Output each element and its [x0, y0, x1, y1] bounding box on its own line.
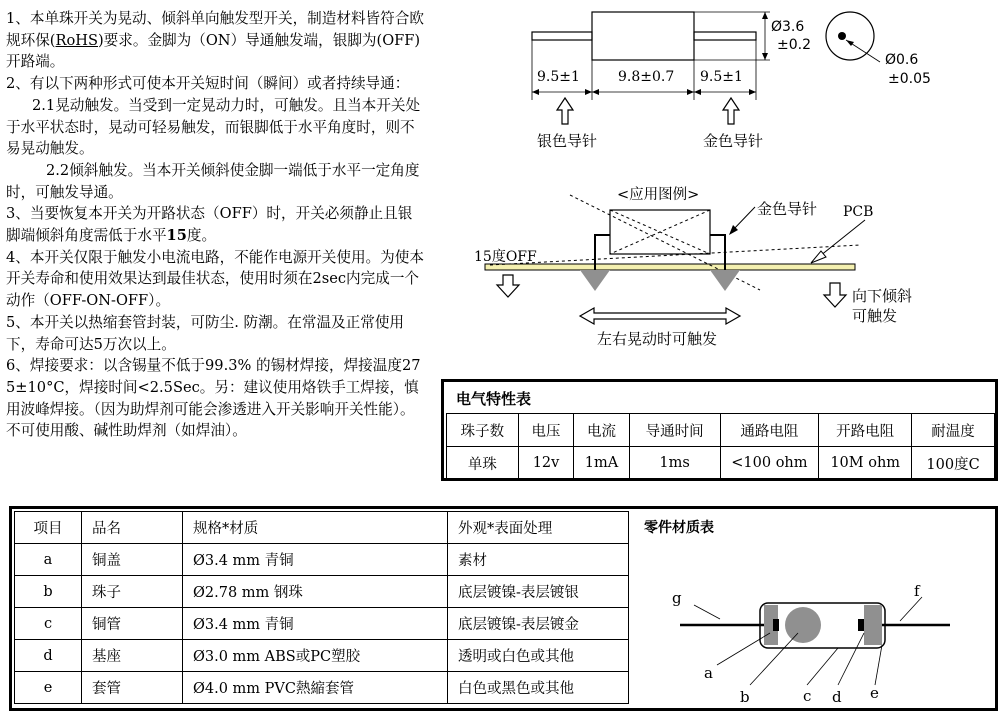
table-row — [15, 672, 629, 704]
cell-finish: 透明或白色或其他 — [448, 640, 629, 672]
cell-item: a — [15, 544, 82, 576]
electrical-spec-table — [441, 379, 998, 481]
note-4: 4、本开关仅限于触发小电流电路，不能作电源开关使用。为使本开关寿命和使用效果达到最佳状态，使用时须在2sec内完成一个动作（OFF-ON-OFF）。 — [6, 248, 424, 310]
diameter-pin-label: Ø0.6 — [885, 52, 919, 68]
val-beads: 单珠 — [447, 447, 519, 480]
hdr-temperature: 耐温度 — [912, 414, 995, 447]
silver-lead-label: 银色导针 — [537, 132, 598, 150]
note-2-2: 2.2倾斜触发。当本开关倾斜使金脚一端低于水平一定角度时，可触发导通。 — [6, 161, 420, 201]
table-row — [15, 640, 629, 672]
val-on-resistance: <100 ohm — [720, 447, 819, 480]
cell-spec: Ø4.0 mm PVC熱縮套管 — [183, 672, 448, 704]
val-off-resistance: 10M ohm — [819, 447, 912, 480]
hdr-name: 品名 — [82, 512, 183, 544]
callout-a: a — [704, 664, 713, 682]
material-table-title: 零件材质表 — [644, 520, 714, 536]
cell-name: 套管 — [82, 672, 183, 704]
cell-name: 珠子 — [82, 576, 183, 608]
cell-item: d — [15, 640, 82, 672]
hdr-item: 项目 — [15, 512, 82, 544]
cell-spec: Ø3.4 mm 青铜 — [183, 544, 448, 576]
shake-label: 左右晃动时可触发 — [597, 330, 718, 348]
application-diagram — [470, 175, 970, 355]
callout-f: f — [914, 582, 920, 600]
tilt-label-1: 向下倾斜 — [852, 287, 913, 305]
diameter-body-tol: ±0.2 — [777, 37, 811, 53]
cell-finish: 素材 — [448, 544, 629, 576]
cell-finish: 底层镀镍-表层镀银 — [448, 576, 629, 608]
cell-name: 基座 — [82, 640, 183, 672]
val-voltage: 12v — [518, 447, 573, 480]
table-row — [15, 576, 629, 608]
hdr-on-time: 导通时间 — [629, 414, 720, 447]
gold-lead-label: 金色导针 — [703, 132, 764, 150]
callout-b: b — [740, 688, 750, 706]
table-row — [15, 544, 629, 576]
electrical-header-row — [447, 414, 995, 447]
right-lead-dim: 9.5±1 — [700, 69, 743, 85]
val-current: 1mA — [574, 447, 630, 480]
parts-header-row — [15, 512, 629, 544]
table-row — [15, 608, 629, 640]
body-length-dim: 9.8±0.7 — [618, 69, 675, 85]
pcb-label: PCB — [843, 204, 874, 220]
cell-finish: 底层镀镍-表层镀金 — [448, 608, 629, 640]
material-cross-section — [660, 575, 990, 705]
cell-name: 铜盖 — [82, 544, 183, 576]
cell-item: b — [15, 576, 82, 608]
note-2-1: 2.1晃动触发。当受到一定晃动力时，可触发。且当本开关处于水平状态时，晃动可轻易触发，而银脚低于水平角度时，则不易晃动触发。 — [6, 96, 421, 158]
off-angle-label: 15度OFF — [474, 249, 537, 265]
diameter-pin-tol: ±0.05 — [888, 71, 931, 87]
application-gold-label: 金色导针 — [757, 200, 818, 218]
hdr-beads: 珠子数 — [447, 414, 519, 447]
note-5: 5、本开关以热缩套管封装，可防尘. 防潮。在常温及正常使用下，寿命可达5万次以上。 — [6, 313, 405, 353]
callout-e: e — [870, 684, 879, 702]
hdr-on-resistance: 通路电阻 — [720, 414, 819, 447]
hdr-finish: 外观*表面处理 — [448, 512, 629, 544]
electrical-value-row — [447, 447, 995, 480]
notes-block — [6, 8, 426, 442]
cell-spec: Ø3.0 mm ABS或PC塑胶 — [183, 640, 448, 672]
note-6: 6、焊接要求：以含锡量不低于99.3% 的锡材焊接，焊接温度275±10°C，焊接时间<2.5Sec。另：建议使用烙铁手工焊接，慎用波峰焊接。（因为助焊剂可能会渗透进入开关影响开关性能）。不可使用酸、碱性助焊剂（如焊油）。 — [6, 357, 421, 440]
electrical-table-title: 电气特性表 — [456, 390, 532, 408]
hdr-spec: 规格*材质 — [183, 512, 448, 544]
electrical-grid — [446, 413, 995, 480]
cell-name: 铜管 — [82, 608, 183, 640]
val-on-time: 1ms — [629, 447, 720, 480]
note-3: 3、当要恢复本开关为开路状态（OFF）时，开关必须静止且银脚端倾斜角度需低于水平15度。 — [6, 205, 413, 245]
callout-d: d — [832, 688, 842, 706]
cell-spec: Ø2.78 mm 钢珠 — [183, 576, 448, 608]
note-1: 1、本单珠开关为晃动、倾斜单向触发型开关，制造材料皆符合欧规环保(RoHS)要求。金脚为（ON）导通触发端，银脚为(OFF)开路端。 — [6, 10, 424, 71]
cell-item: c — [15, 608, 82, 640]
cell-item: e — [15, 672, 82, 704]
cell-spec: Ø3.4 mm 青铜 — [183, 608, 448, 640]
diameter-body-label: Ø3.6 — [771, 19, 805, 35]
callout-c: c — [803, 687, 812, 705]
note-2: 2、有以下两种形式可使本开关短时间（瞬间）或者持续导通： — [6, 75, 410, 93]
hdr-current: 电流 — [574, 414, 630, 447]
hdr-voltage: 电压 — [518, 414, 573, 447]
val-temperature: 100度C — [912, 447, 995, 480]
application-title: <应用图例> — [617, 187, 700, 203]
tilt-label-2: 可触发 — [852, 307, 898, 325]
cell-finish: 白色或黑色或其他 — [448, 672, 629, 704]
parts-grid — [14, 511, 629, 704]
hdr-off-resistance: 开路电阻 — [819, 414, 912, 447]
callout-g: g — [672, 589, 682, 607]
left-lead-dim: 9.5±1 — [537, 69, 580, 85]
